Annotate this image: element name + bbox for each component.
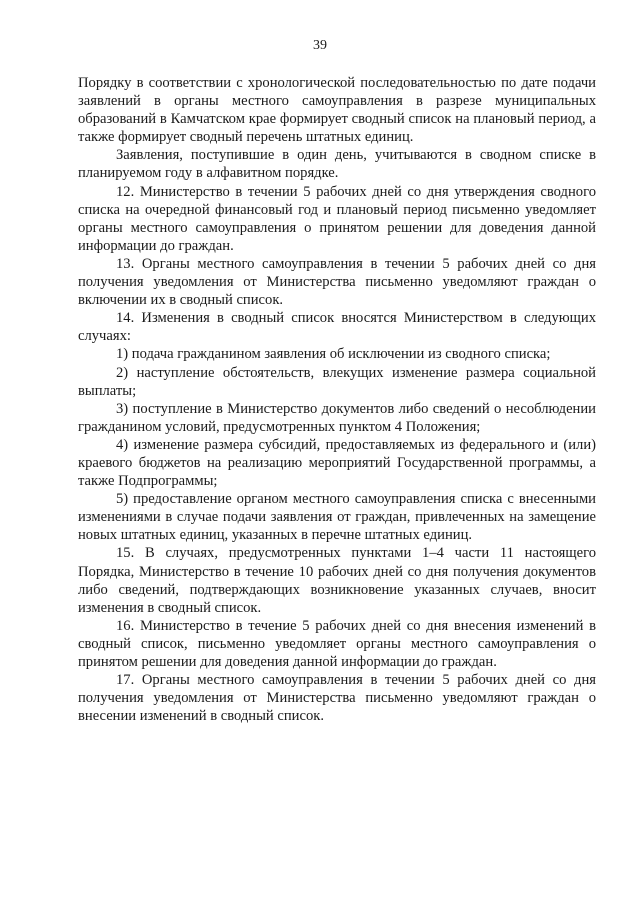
subitem-1: 1) подача гражданином заявления об исключении из сводного списка; [116,346,551,363]
subitem-4: 4) изменение размера субсидий, предоставляемых из федерального и (или) краевого бюджетов на реализацию мероприятий Государственной программы, а также Подпрограммы; [78,436,596,490]
paragraph-same-day-applications: Заявления, поступившие в один день, учитываются в сводном списке в планируемом году в алфавитном порядке. [78,147,596,182]
page-number: 39 [313,38,327,53]
paragraph-item-13: 13. Органы местного самоуправления в течении 5 рабочих дней со дня получения уведомления от Министерства письменно уведомляют граждан о включении их в сводный список. [78,255,596,309]
paragraph-item-12: 12. Министерство в течении 5 рабочих дней со дня утверждения сводного списка на очередной финансовый год и плановый период письменно уведомляет органы местного самоуправления о принятом решении для доведения данной информации до граждан. [78,183,596,254]
paragraph-item-16: 16. Министерство в течение 5 рабочих дней со дня внесения изменений в сводный список, письменно уведомляет органы местного самоуправления о принятом решении для доведения данной информации до граждан. [78,617,596,670]
document-body [78,74,596,725]
subitem-5: 5) предоставление органом местного самоуправления списка с внесенными изменениями в случае подачи заявления от граждан, привлеченных на замещение новых штатных единиц, указанных в перечне штатных единиц. [78,491,596,544]
paragraph-continuation: Порядку в соответствии с хронологической последовательностью по дате подачи заявлений в органы местного самоуправления в разрезе муниципальных образований в Камчатском крае формирует сводный список на плановый период, а также формирует сводный перечень штатных единиц. [78,75,596,146]
paragraph-item-17: 17. Органы местного самоуправления в течении 5 рабочих дней со дня получения уведомления от Министерства письменно уведомляют граждан о внесении изменений в сводный список. [78,672,596,725]
subitem-2: 2) наступление обстоятельств, влекущих изменение размера социальной выплаты; [78,364,596,399]
paragraph-item-14: 14. Изменения в сводный список вносятся Министерством в следующих случаях: [78,310,596,345]
subitem-3: 3) поступление в Министерство документов либо сведений о несоблюдении гражданином условий, предусмотренных пунктом 4 Положения; [78,400,596,435]
paragraph-item-15: 15. В случаях, предусмотренных пунктами 1–4 части 11 настоящего Порядка, Министерство в течение 10 рабочих дней со дня получения документов либо сведений, подтверждающих возникновение указанных случаев, вносит изменения в сводный список. [78,545,596,616]
